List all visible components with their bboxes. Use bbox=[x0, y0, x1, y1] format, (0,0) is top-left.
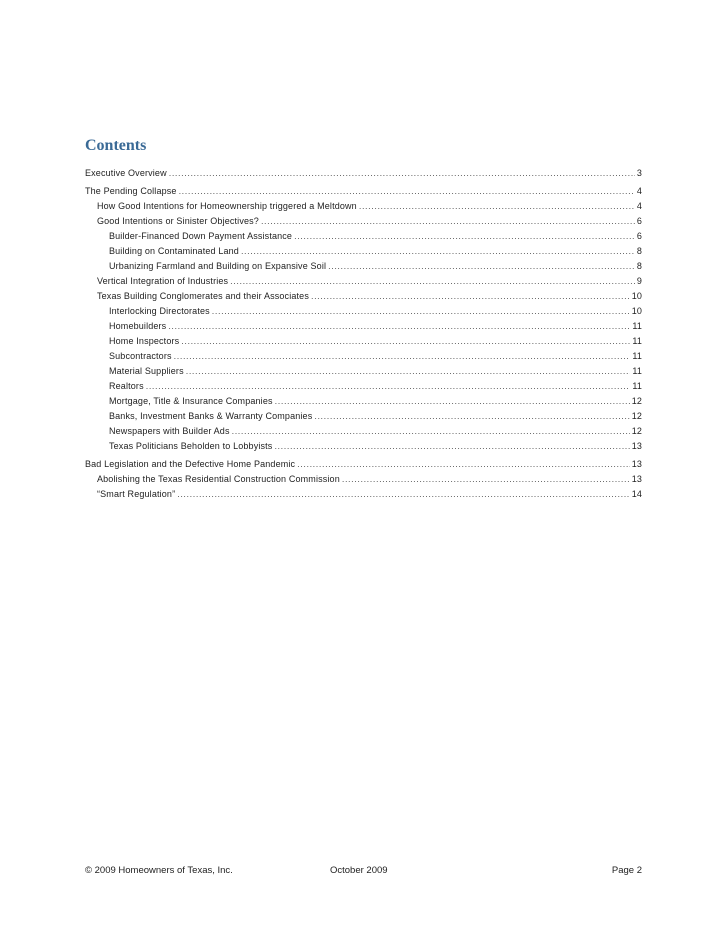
toc-dot-leader bbox=[274, 441, 629, 451]
toc-entry-title: Urbanizing Farmland and Building on Expansive Soil bbox=[109, 261, 327, 271]
toc-dot-leader bbox=[311, 291, 630, 301]
toc-entry-page-number: 6 bbox=[636, 216, 642, 226]
toc-entry[interactable] bbox=[97, 201, 642, 216]
toc-entry[interactable] bbox=[109, 366, 642, 381]
toc-entry-page-number: 13 bbox=[631, 441, 642, 451]
toc-entry-page-number: 11 bbox=[632, 321, 642, 331]
toc-dot-leader bbox=[261, 216, 635, 226]
footer-page-number: Page 2 bbox=[611, 865, 642, 876]
toc-entry-page-number: 12 bbox=[631, 426, 642, 436]
toc-entry[interactable] bbox=[109, 306, 642, 321]
toc-entry-page-number: 11 bbox=[632, 366, 642, 376]
toc-entry-title: Banks, Investment Banks & Warranty Companies bbox=[109, 411, 313, 421]
toc-entry-title: Interlocking Directorates bbox=[109, 306, 210, 316]
toc-entry-page-number: 10 bbox=[631, 306, 642, 316]
toc-dot-leader bbox=[146, 381, 631, 391]
toc-entry-title: Material Suppliers bbox=[109, 366, 184, 376]
toc-entry-page-number: 12 bbox=[631, 411, 642, 421]
toc-entry-title: Homebuilders bbox=[109, 321, 167, 331]
toc-entry[interactable] bbox=[109, 351, 642, 366]
toc-entry-title: Abolishing the Texas Residential Construction Commission bbox=[97, 474, 340, 484]
toc-dot-leader bbox=[174, 351, 631, 361]
toc-dot-leader bbox=[177, 489, 629, 499]
toc-entry-page-number: 8 bbox=[636, 246, 642, 256]
toc-entry[interactable] bbox=[109, 321, 642, 336]
toc-entry-title: “Smart Regulation” bbox=[97, 489, 176, 499]
toc-dot-leader bbox=[275, 396, 630, 406]
toc-entry-page-number: 11 bbox=[632, 381, 642, 391]
toc-entry[interactable] bbox=[109, 381, 642, 396]
toc-entry[interactable] bbox=[97, 276, 642, 291]
page-footer bbox=[85, 865, 642, 879]
toc-entry[interactable] bbox=[97, 474, 642, 489]
toc-entry-title: Home Inspectors bbox=[109, 336, 180, 346]
toc-entry-title: Good Intentions or Sinister Objectives? bbox=[97, 216, 259, 226]
toc-entry[interactable] bbox=[109, 231, 642, 246]
toc-entry[interactable] bbox=[85, 186, 642, 201]
toc-dot-leader bbox=[314, 411, 629, 421]
toc-entry[interactable] bbox=[109, 246, 642, 261]
footer-copyright: © 2009 Homeowners of Texas, Inc. bbox=[85, 865, 233, 876]
toc-entry-title: Executive Overview bbox=[85, 168, 167, 178]
toc-entry[interactable] bbox=[85, 459, 642, 474]
toc-entry-page-number: 10 bbox=[631, 291, 642, 301]
toc-entry[interactable] bbox=[97, 216, 642, 231]
toc-entry-title: Building on Contaminated Land bbox=[109, 246, 239, 256]
toc-entry[interactable] bbox=[109, 336, 642, 351]
toc-entry-title: Vertical Integration of Industries bbox=[97, 276, 229, 286]
toc-entry[interactable] bbox=[109, 411, 642, 426]
toc-entry-title: Realtors bbox=[109, 381, 144, 391]
toc-entry-page-number: 14 bbox=[631, 489, 642, 499]
toc-entry-page-number: 4 bbox=[636, 201, 642, 211]
toc-entry-page-number: 13 bbox=[631, 459, 642, 469]
toc-entry-title: Texas Politicians Beholden to Lobbyists bbox=[109, 441, 273, 451]
toc-dot-leader bbox=[241, 246, 635, 256]
toc-entry-page-number: 4 bbox=[636, 186, 642, 196]
toc-dot-leader bbox=[212, 306, 630, 316]
toc-entry[interactable] bbox=[109, 441, 642, 456]
toc-entry-title: Mortgage, Title & Insurance Companies bbox=[109, 396, 273, 406]
toc-dot-leader bbox=[294, 231, 635, 241]
toc-entry-title: Newspapers with Builder Ads bbox=[109, 426, 230, 436]
toc-entry-page-number: 6 bbox=[636, 231, 642, 241]
toc-entry-page-number: 9 bbox=[636, 276, 642, 286]
toc-dot-leader bbox=[232, 426, 630, 436]
toc-entry-title: Texas Building Conglomerates and their Associates bbox=[97, 291, 309, 301]
toc-entry-page-number: 13 bbox=[631, 474, 642, 484]
toc-dot-leader bbox=[168, 321, 630, 331]
toc-entry-page-number: 3 bbox=[636, 168, 642, 178]
toc-entry-title: The Pending Collapse bbox=[85, 186, 177, 196]
toc-dot-leader bbox=[328, 261, 635, 271]
toc-entry[interactable] bbox=[109, 426, 642, 441]
toc-dot-leader bbox=[181, 336, 630, 346]
toc-dot-leader bbox=[169, 168, 635, 178]
toc-entry[interactable] bbox=[97, 489, 642, 504]
toc-entry[interactable] bbox=[97, 291, 642, 306]
toc-dot-leader bbox=[230, 276, 635, 286]
toc-entry[interactable] bbox=[109, 396, 642, 411]
toc-entry-title: Builder-Financed Down Payment Assistance bbox=[109, 231, 293, 241]
toc-entry-title: Bad Legislation and the Defective Home Pandemic bbox=[85, 459, 296, 469]
toc-entry-title: How Good Intentions for Homeownership triggered a Meltdown bbox=[97, 201, 357, 211]
toc-entry-title: Subcontractors bbox=[109, 351, 172, 361]
footer-date: October 2009 bbox=[330, 865, 388, 876]
toc-dot-leader bbox=[297, 459, 630, 469]
toc-entry-page-number: 11 bbox=[632, 351, 642, 361]
toc-entry-page-number: 11 bbox=[632, 336, 642, 346]
toc-dot-leader bbox=[186, 366, 631, 376]
toc-entry-page-number: 8 bbox=[636, 261, 642, 271]
toc-dot-leader bbox=[179, 186, 635, 196]
contents-heading: Contents bbox=[85, 137, 147, 154]
toc-entry[interactable] bbox=[85, 168, 642, 183]
toc-entry-page-number: 12 bbox=[631, 396, 642, 406]
toc-dot-leader bbox=[342, 474, 630, 484]
toc-dot-leader bbox=[359, 201, 635, 211]
toc-entry[interactable] bbox=[109, 261, 642, 276]
